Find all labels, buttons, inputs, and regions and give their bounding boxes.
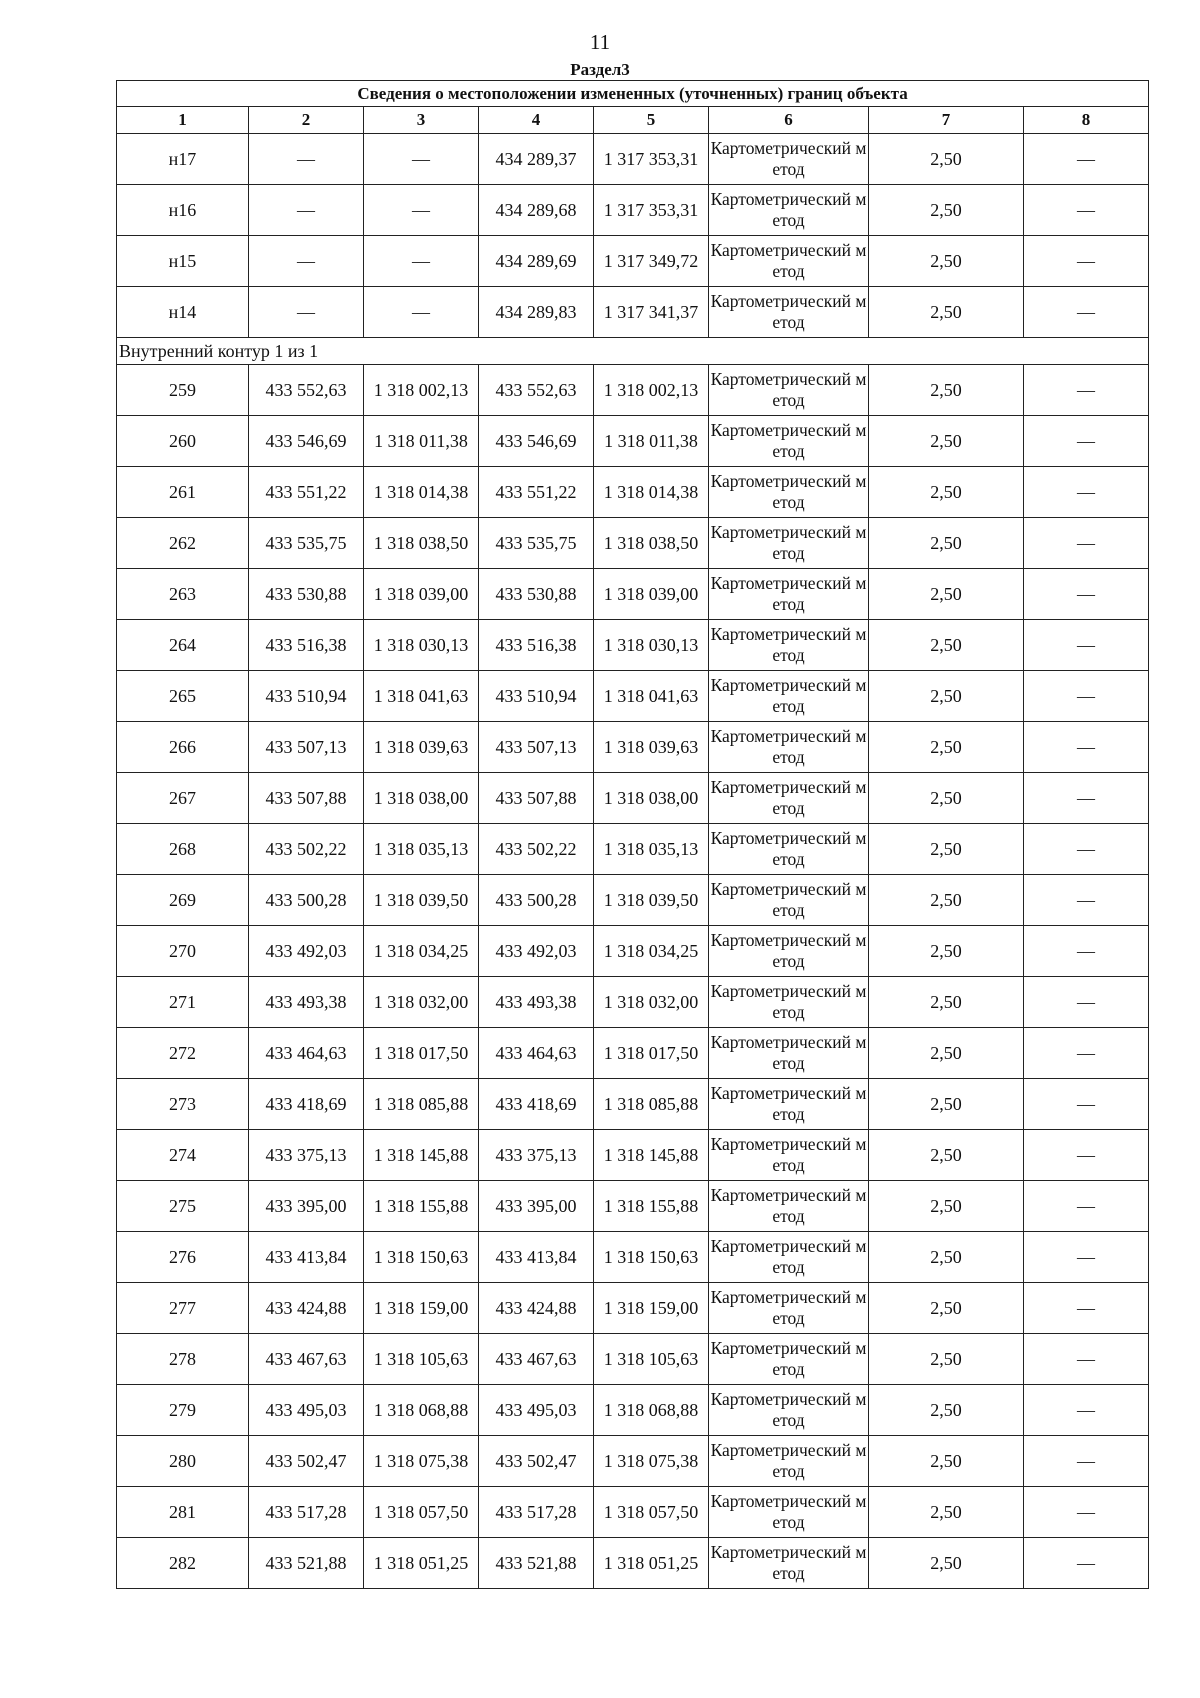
column-number-row bbox=[117, 107, 1149, 134]
table-cell: 2,50 bbox=[869, 1538, 1024, 1589]
table-cell: 433 546,69 bbox=[479, 416, 594, 467]
table-cell: 433 500,28 bbox=[479, 875, 594, 926]
table-cell: Картометрический метод bbox=[709, 1130, 869, 1181]
table-cell: — bbox=[1024, 1130, 1149, 1181]
table-cell: — bbox=[1024, 467, 1149, 518]
table-cell: 2,50 bbox=[869, 365, 1024, 416]
table-cell: 1 318 039,63 bbox=[364, 722, 479, 773]
table-cell: 434 289,37 bbox=[479, 134, 594, 185]
table-cell: 1 318 038,50 bbox=[594, 518, 709, 569]
table-cell: — bbox=[249, 185, 364, 236]
table-cell: — bbox=[1024, 875, 1149, 926]
table-cell: 1 318 051,25 bbox=[364, 1538, 479, 1589]
table-cell: 433 502,47 bbox=[479, 1436, 594, 1487]
table-cell: 2,50 bbox=[869, 134, 1024, 185]
table-cell: Картометрический метод bbox=[709, 518, 869, 569]
table-cell: — bbox=[1024, 287, 1149, 338]
table-cell: Картометрический метод bbox=[709, 416, 869, 467]
table-cell: 1 318 159,00 bbox=[364, 1283, 479, 1334]
table-cell: н15 bbox=[117, 236, 249, 287]
table-cell: 272 bbox=[117, 1028, 249, 1079]
table-cell: — bbox=[364, 287, 479, 338]
page-number: 11 bbox=[589, 30, 611, 54]
table-cell: 1 318 039,63 bbox=[594, 722, 709, 773]
table-cell: 433 413,84 bbox=[249, 1232, 364, 1283]
table-cell: 433 495,03 bbox=[249, 1385, 364, 1436]
table-cell: 1 318 068,88 bbox=[364, 1385, 479, 1436]
table-cell: — bbox=[1024, 569, 1149, 620]
table-cell: 433 424,88 bbox=[479, 1283, 594, 1334]
table-cell: 1 318 039,00 bbox=[364, 569, 479, 620]
table-cell: 1 318 017,50 bbox=[364, 1028, 479, 1079]
table-row bbox=[117, 1130, 1149, 1181]
table-cell: — bbox=[1024, 518, 1149, 569]
table-cell: 266 bbox=[117, 722, 249, 773]
table-cell: — bbox=[364, 134, 479, 185]
table-row bbox=[117, 1181, 1149, 1232]
table-cell: 2,50 bbox=[869, 1130, 1024, 1181]
table-row bbox=[117, 1385, 1149, 1436]
coordinates-table bbox=[116, 80, 1149, 1589]
table-cell: 2,50 bbox=[869, 1181, 1024, 1232]
column-number: 6 bbox=[709, 107, 869, 134]
table-cell: 433 521,88 bbox=[479, 1538, 594, 1589]
table-cell: 433 517,28 bbox=[249, 1487, 364, 1538]
table-cell: Картометрический метод bbox=[709, 875, 869, 926]
table-cell: Картометрический метод bbox=[709, 671, 869, 722]
table-row bbox=[117, 467, 1149, 518]
table-cell: 274 bbox=[117, 1130, 249, 1181]
table-cell: 433 493,38 bbox=[479, 977, 594, 1028]
table-row bbox=[117, 518, 1149, 569]
table-cell: 1 318 068,88 bbox=[594, 1385, 709, 1436]
table-cell: 1 318 155,88 bbox=[364, 1181, 479, 1232]
table-cell: Картометрический метод bbox=[709, 185, 869, 236]
table-cell: 264 bbox=[117, 620, 249, 671]
table-cell: 433 467,63 bbox=[479, 1334, 594, 1385]
table-cell: 1 318 145,88 bbox=[364, 1130, 479, 1181]
table-cell: 2,50 bbox=[869, 824, 1024, 875]
table-cell: — bbox=[1024, 1487, 1149, 1538]
table-cell: 277 bbox=[117, 1283, 249, 1334]
table-cell: 260 bbox=[117, 416, 249, 467]
table-cell: 433 467,63 bbox=[249, 1334, 364, 1385]
table-cell: 279 bbox=[117, 1385, 249, 1436]
table-cell: Картометрический метод bbox=[709, 1283, 869, 1334]
table-cell: — bbox=[1024, 722, 1149, 773]
table-cell: — bbox=[1024, 824, 1149, 875]
table-row bbox=[117, 773, 1149, 824]
table-cell: 433 552,63 bbox=[479, 365, 594, 416]
table-cell: н16 bbox=[117, 185, 249, 236]
table-cell: 263 bbox=[117, 569, 249, 620]
table-row bbox=[117, 671, 1149, 722]
table-cell: 2,50 bbox=[869, 722, 1024, 773]
table-cell: Картометрический метод bbox=[709, 977, 869, 1028]
table-cell: 275 bbox=[117, 1181, 249, 1232]
table-row bbox=[117, 1487, 1149, 1538]
table-cell: 1 318 085,88 bbox=[364, 1079, 479, 1130]
table-cell: Картометрический метод bbox=[709, 722, 869, 773]
contour-label-row bbox=[117, 338, 1149, 365]
table-cell: 433 546,69 bbox=[249, 416, 364, 467]
table-cell: 433 395,00 bbox=[479, 1181, 594, 1232]
table-cell: 433 507,88 bbox=[479, 773, 594, 824]
table-cell: 433 510,94 bbox=[249, 671, 364, 722]
table-cell: — bbox=[1024, 977, 1149, 1028]
table-cell: 1 317 341,37 bbox=[594, 287, 709, 338]
table-title: Сведения о местоположении измененных (уточненных) границ объекта bbox=[117, 81, 1149, 107]
table-row bbox=[117, 1334, 1149, 1385]
table-cell: 2,50 bbox=[869, 416, 1024, 467]
table-cell: 1 318 150,63 bbox=[594, 1232, 709, 1283]
table-cell: 433 418,69 bbox=[479, 1079, 594, 1130]
table-cell: Картометрический метод bbox=[709, 1232, 869, 1283]
table-cell: 1 318 017,50 bbox=[594, 1028, 709, 1079]
table-cell: 433 551,22 bbox=[479, 467, 594, 518]
table-cell: 1 318 150,63 bbox=[364, 1232, 479, 1283]
table-cell: Картометрический метод bbox=[709, 569, 869, 620]
table-cell: — bbox=[1024, 1181, 1149, 1232]
table-cell: 433 495,03 bbox=[479, 1385, 594, 1436]
table-cell: 433 516,38 bbox=[479, 620, 594, 671]
table-cell: 433 418,69 bbox=[249, 1079, 364, 1130]
table-cell: — bbox=[1024, 773, 1149, 824]
table-row bbox=[117, 185, 1149, 236]
column-number: 7 bbox=[869, 107, 1024, 134]
table-cell: 433 521,88 bbox=[249, 1538, 364, 1589]
table-row bbox=[117, 977, 1149, 1028]
table-cell: 433 535,75 bbox=[249, 518, 364, 569]
table-cell: 261 bbox=[117, 467, 249, 518]
table-row bbox=[117, 1283, 1149, 1334]
table-cell: 1 317 349,72 bbox=[594, 236, 709, 287]
table-cell: 433 502,47 bbox=[249, 1436, 364, 1487]
table-cell: Картометрический метод bbox=[709, 1538, 869, 1589]
table-cell: Картометрический метод bbox=[709, 1487, 869, 1538]
column-number: 8 bbox=[1024, 107, 1149, 134]
table-cell: — bbox=[1024, 1028, 1149, 1079]
table-cell: — bbox=[1024, 236, 1149, 287]
table-cell: 1 318 057,50 bbox=[364, 1487, 479, 1538]
table-cell: 433 464,63 bbox=[249, 1028, 364, 1079]
table-cell: — bbox=[1024, 416, 1149, 467]
table-cell: Картометрический метод bbox=[709, 365, 869, 416]
table-cell: — bbox=[1024, 185, 1149, 236]
table-cell: 1 318 034,25 bbox=[364, 926, 479, 977]
table-cell: 1 318 032,00 bbox=[594, 977, 709, 1028]
table-cell: 2,50 bbox=[869, 185, 1024, 236]
table-cell: 1 318 014,38 bbox=[594, 467, 709, 518]
table-cell: 269 bbox=[117, 875, 249, 926]
table-cell: Картометрический метод bbox=[709, 620, 869, 671]
table-cell: н17 bbox=[117, 134, 249, 185]
table-cell: 2,50 bbox=[869, 620, 1024, 671]
table-cell: Картометрический метод bbox=[709, 467, 869, 518]
table-cell: 433 500,28 bbox=[249, 875, 364, 926]
table-cell: Картометрический метод bbox=[709, 1079, 869, 1130]
table-cell: 1 318 034,25 bbox=[594, 926, 709, 977]
table-cell: 433 493,38 bbox=[249, 977, 364, 1028]
table-row bbox=[117, 824, 1149, 875]
table-cell: 1 318 011,38 bbox=[594, 416, 709, 467]
table-row bbox=[117, 236, 1149, 287]
table-cell: 273 bbox=[117, 1079, 249, 1130]
table-row bbox=[117, 1079, 1149, 1130]
table-cell: 2,50 bbox=[869, 977, 1024, 1028]
table-cell: 1 318 155,88 bbox=[594, 1181, 709, 1232]
table-cell: 433 517,28 bbox=[479, 1487, 594, 1538]
column-number: 4 bbox=[479, 107, 594, 134]
table-cell: 2,50 bbox=[869, 671, 1024, 722]
table-row bbox=[117, 134, 1149, 185]
table-cell: 281 bbox=[117, 1487, 249, 1538]
table-cell: 433 375,13 bbox=[479, 1130, 594, 1181]
table-cell: 1 318 075,38 bbox=[594, 1436, 709, 1487]
table-cell: 433 552,63 bbox=[249, 365, 364, 416]
table-cell: 1 318 030,13 bbox=[594, 620, 709, 671]
table-cell: — bbox=[1024, 671, 1149, 722]
table-cell: 433 530,88 bbox=[249, 569, 364, 620]
table-cell: 433 530,88 bbox=[479, 569, 594, 620]
table-cell: — bbox=[1024, 1079, 1149, 1130]
table-cell: 1 318 041,63 bbox=[594, 671, 709, 722]
table-cell: 1 318 039,50 bbox=[364, 875, 479, 926]
table-cell: 271 bbox=[117, 977, 249, 1028]
table-cell: 2,50 bbox=[869, 236, 1024, 287]
table-cell: 2,50 bbox=[869, 518, 1024, 569]
table-cell: 259 bbox=[117, 365, 249, 416]
table-cell: Картометрический метод bbox=[709, 1028, 869, 1079]
table-cell: 433 413,84 bbox=[479, 1232, 594, 1283]
table-cell: Картометрический метод bbox=[709, 1181, 869, 1232]
table-row bbox=[117, 620, 1149, 671]
table-cell: Картометрический метод bbox=[709, 1436, 869, 1487]
table-cell: 433 507,13 bbox=[479, 722, 594, 773]
table-cell: 434 289,69 bbox=[479, 236, 594, 287]
table-cell: 434 289,68 bbox=[479, 185, 594, 236]
table-cell: 2,50 bbox=[869, 569, 1024, 620]
table-cell: 2,50 bbox=[869, 926, 1024, 977]
table-cell: 282 bbox=[117, 1538, 249, 1589]
table-cell: 2,50 bbox=[869, 1028, 1024, 1079]
table-cell: Картометрический метод bbox=[709, 824, 869, 875]
table-cell: 433 492,03 bbox=[249, 926, 364, 977]
column-number: 5 bbox=[594, 107, 709, 134]
table-row bbox=[117, 416, 1149, 467]
table-cell: 1 318 057,50 bbox=[594, 1487, 709, 1538]
table-cell: — bbox=[249, 134, 364, 185]
table-cell: 1 318 039,00 bbox=[594, 569, 709, 620]
table-cell: — bbox=[249, 287, 364, 338]
table-cell: 2,50 bbox=[869, 773, 1024, 824]
table-cell: 280 bbox=[117, 1436, 249, 1487]
table-row bbox=[117, 926, 1149, 977]
table-cell: 433 507,88 bbox=[249, 773, 364, 824]
table-cell: Картометрический метод bbox=[709, 1385, 869, 1436]
table-cell: — bbox=[1024, 1283, 1149, 1334]
table-cell: 433 535,75 bbox=[479, 518, 594, 569]
section-title: Раздел3 bbox=[570, 60, 630, 79]
table-cell: — bbox=[1024, 620, 1149, 671]
table-cell: Картометрический метод bbox=[709, 1334, 869, 1385]
table-cell: 1 317 353,31 bbox=[594, 185, 709, 236]
table-cell: Картометрический метод bbox=[709, 926, 869, 977]
table-cell: Картометрический метод bbox=[709, 773, 869, 824]
table-cell: 1 318 085,88 bbox=[594, 1079, 709, 1130]
table-cell: 1 318 159,00 bbox=[594, 1283, 709, 1334]
table-cell: 2,50 bbox=[869, 1232, 1024, 1283]
table-cell: 433 507,13 bbox=[249, 722, 364, 773]
table-cell: 1 318 035,13 bbox=[364, 824, 479, 875]
table-cell: 2,50 bbox=[869, 1283, 1024, 1334]
table-cell: 2,50 bbox=[869, 1436, 1024, 1487]
table-cell: 2,50 bbox=[869, 875, 1024, 926]
table-cell: 1 318 105,63 bbox=[594, 1334, 709, 1385]
table-cell: — bbox=[1024, 365, 1149, 416]
table-cell: 278 bbox=[117, 1334, 249, 1385]
table-cell: 433 516,38 bbox=[249, 620, 364, 671]
column-number: 2 bbox=[249, 107, 364, 134]
column-number: 3 bbox=[364, 107, 479, 134]
table-cell: 1 318 002,13 bbox=[594, 365, 709, 416]
table-row bbox=[117, 1538, 1149, 1589]
table-row bbox=[117, 569, 1149, 620]
table-cell: 2,50 bbox=[869, 287, 1024, 338]
table-cell: 433 424,88 bbox=[249, 1283, 364, 1334]
table-cell: 2,50 bbox=[869, 1385, 1024, 1436]
table-cell: 1 318 035,13 bbox=[594, 824, 709, 875]
table-cell: 1 318 039,50 bbox=[594, 875, 709, 926]
table-row bbox=[117, 875, 1149, 926]
table-cell: 433 395,00 bbox=[249, 1181, 364, 1232]
table-cell: Картометрический метод bbox=[709, 287, 869, 338]
table-cell: 276 bbox=[117, 1232, 249, 1283]
table-cell: 262 bbox=[117, 518, 249, 569]
table-cell: Картометрический метод bbox=[709, 236, 869, 287]
table-cell: н14 bbox=[117, 287, 249, 338]
table-cell: 1 318 014,38 bbox=[364, 467, 479, 518]
column-number: 1 bbox=[117, 107, 249, 134]
table-cell: 1 318 041,63 bbox=[364, 671, 479, 722]
table-cell: — bbox=[249, 236, 364, 287]
table-row bbox=[117, 365, 1149, 416]
table-cell: 433 551,22 bbox=[249, 467, 364, 518]
table-cell: 267 bbox=[117, 773, 249, 824]
table-cell: 2,50 bbox=[869, 1334, 1024, 1385]
contour-label: Внутренний контур 1 из 1 bbox=[117, 338, 1149, 365]
table-cell: 433 502,22 bbox=[479, 824, 594, 875]
table-cell: 1 318 032,00 bbox=[364, 977, 479, 1028]
table-cell: — bbox=[1024, 1538, 1149, 1589]
table-cell: 270 bbox=[117, 926, 249, 977]
table-row bbox=[117, 1028, 1149, 1079]
table-row bbox=[117, 722, 1149, 773]
table-cell: 433 375,13 bbox=[249, 1130, 364, 1181]
table-cell: Картометрический метод bbox=[709, 134, 869, 185]
table-cell: 1 318 002,13 bbox=[364, 365, 479, 416]
table-cell: — bbox=[1024, 134, 1149, 185]
table-cell: — bbox=[364, 236, 479, 287]
table-cell: — bbox=[364, 185, 479, 236]
table-row bbox=[117, 287, 1149, 338]
table-cell: 1 318 038,00 bbox=[594, 773, 709, 824]
table-row bbox=[117, 1436, 1149, 1487]
table-cell: 1 318 038,50 bbox=[364, 518, 479, 569]
table-cell: 433 464,63 bbox=[479, 1028, 594, 1079]
table-cell: 2,50 bbox=[869, 1079, 1024, 1130]
table-cell: 1 317 353,31 bbox=[594, 134, 709, 185]
table-cell: 433 510,94 bbox=[479, 671, 594, 722]
table-cell: — bbox=[1024, 1436, 1149, 1487]
table-cell: 1 318 105,63 bbox=[364, 1334, 479, 1385]
table-cell: 2,50 bbox=[869, 467, 1024, 518]
table-cell: 1 318 075,38 bbox=[364, 1436, 479, 1487]
table-cell: 1 318 011,38 bbox=[364, 416, 479, 467]
table-cell: 2,50 bbox=[869, 1487, 1024, 1538]
table-body bbox=[117, 134, 1149, 1589]
table-cell: — bbox=[1024, 1385, 1149, 1436]
table-cell: 1 318 145,88 bbox=[594, 1130, 709, 1181]
table-cell: — bbox=[1024, 1232, 1149, 1283]
table-cell: 433 492,03 bbox=[479, 926, 594, 977]
table-cell: — bbox=[1024, 1334, 1149, 1385]
table-cell: 268 bbox=[117, 824, 249, 875]
table-cell: — bbox=[1024, 926, 1149, 977]
table-row bbox=[117, 1232, 1149, 1283]
table-cell: 433 502,22 bbox=[249, 824, 364, 875]
table-cell: 1 318 030,13 bbox=[364, 620, 479, 671]
table-cell: 1 318 051,25 bbox=[594, 1538, 709, 1589]
table-cell: 1 318 038,00 bbox=[364, 773, 479, 824]
table-cell: 265 bbox=[117, 671, 249, 722]
table-cell: 434 289,83 bbox=[479, 287, 594, 338]
